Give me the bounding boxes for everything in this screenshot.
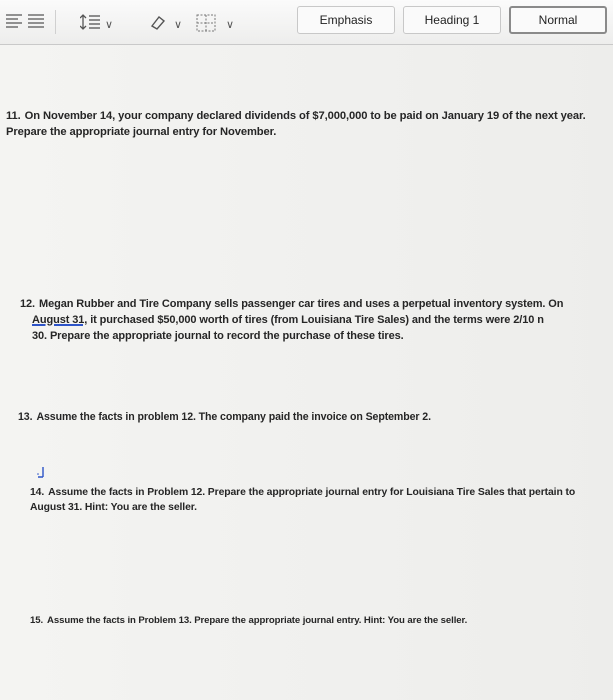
question-13 — [18, 409, 598, 425]
underlined-date: August 31, — [32, 314, 88, 326]
question-text: On November 14, your company declared dividends of $7,000,000 to be paid on January 19 of the next year. Prepare the appropriate journal entry for November. — [6, 110, 586, 138]
highlight-dropdown-chevron-icon[interactable]: ∨ — [174, 18, 183, 31]
question-number: 11. — [6, 110, 21, 122]
toolbar-separator — [55, 10, 56, 34]
question-number: 13. — [18, 411, 33, 423]
question-text: Assume the facts in Problem 13. Prepare the appropriate journal entry. Hint: You are the seller. — [47, 615, 468, 626]
question-number: 12. — [20, 298, 35, 310]
question-12 — [20, 296, 600, 344]
question-number: 15. — [30, 615, 44, 626]
question-text-line3: 30. Prepare the appropriate journal to record the purchase of these tires. — [32, 330, 404, 342]
line-spacing-icon[interactable] — [80, 14, 100, 35]
question-text: Megan Rubber and Tire Company sells passenger car tires and uses a perpetual inventory system. On — [39, 298, 564, 310]
style-emphasis-button[interactable]: Emphasis — [297, 6, 395, 34]
align-left-icon[interactable] — [6, 14, 22, 33]
highlight-color-icon[interactable] — [148, 14, 168, 35]
borders-dropdown-chevron-icon[interactable]: ∨ — [226, 18, 235, 31]
question-text-continued: it purchased $50,000 worth of tires (from Louisiana Tire Sales) and the terms were 2/10 n — [90, 314, 544, 326]
justify-icon[interactable] — [28, 14, 44, 33]
document-page[interactable] — [0, 45, 613, 700]
question-text: Assume the facts in problem 12. The company paid the invoice on September 2. — [36, 411, 431, 423]
style-heading-1-button[interactable]: Heading 1 — [403, 6, 501, 34]
question-14 — [30, 485, 590, 515]
text-cursor-icon — [36, 467, 46, 479]
question-number: 14. — [30, 487, 45, 498]
ribbon-toolbar — [0, 0, 613, 45]
question-11 — [6, 108, 606, 140]
style-normal-button[interactable]: Normal — [509, 6, 607, 34]
question-text: Assume the facts in Problem 12. Prepare the appropriate journal entry for Louisiana Tire Sales that pertain to August 31. Hint: You are the seller. — [30, 487, 576, 513]
borders-icon[interactable] — [196, 14, 216, 37]
line-spacing-dropdown-chevron-icon[interactable]: ∨ — [105, 18, 114, 31]
question-15 — [30, 613, 600, 629]
